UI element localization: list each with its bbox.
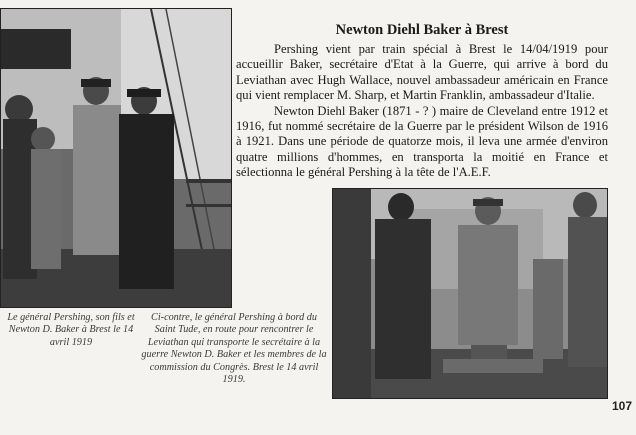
caption-left-photo: Le général Pershing, son fils et Newton D. Baker à Brest le 14 avril 1919 bbox=[7, 312, 135, 348]
page-number: 107 bbox=[612, 399, 633, 413]
caption-right-photo: Ci-contre, le général Pershing à bord du Saint Tude, en route pour rencontrer le Leviathan qui transporte le secrétaire à la guerre Newton D. Baker et les membres de la commission du Congrès. Brest le 14 avril 1919. bbox=[141, 312, 327, 386]
article-title: Newton Diehl Baker à Brest bbox=[335, 21, 509, 38]
photo-pershing-saluting bbox=[332, 188, 608, 399]
photo-pershing-baker-on-deck bbox=[0, 8, 232, 308]
article-paragraph: Newton Diehl Baker (1871 - ? ) maire de Cleveland entre 1912 et 1916, fut nommé secrétaire de la Guerre par le président Wilson de 1916 à 1921. Dans une période de quatorze mois, il leva une armée d'environ quatre millions d'hommes, en transporta la moitié en France et sélectionna le général Pershing à la tête de l'A.E.F. bbox=[236, 103, 608, 180]
article-paragraph: Pershing vient par train spécial à Brest le 14/04/1919 pour accueillir Baker, secrétaire d'Etat à la Guerre, qui arrive à bord du Leviathan avec Hugh Wallace, nouvel ambassadeur américain en France qui vient remplacer M. Sharp, et Martin Franklin, ambassadeur d'Italie. bbox=[236, 42, 608, 103]
article-body bbox=[236, 42, 608, 181]
